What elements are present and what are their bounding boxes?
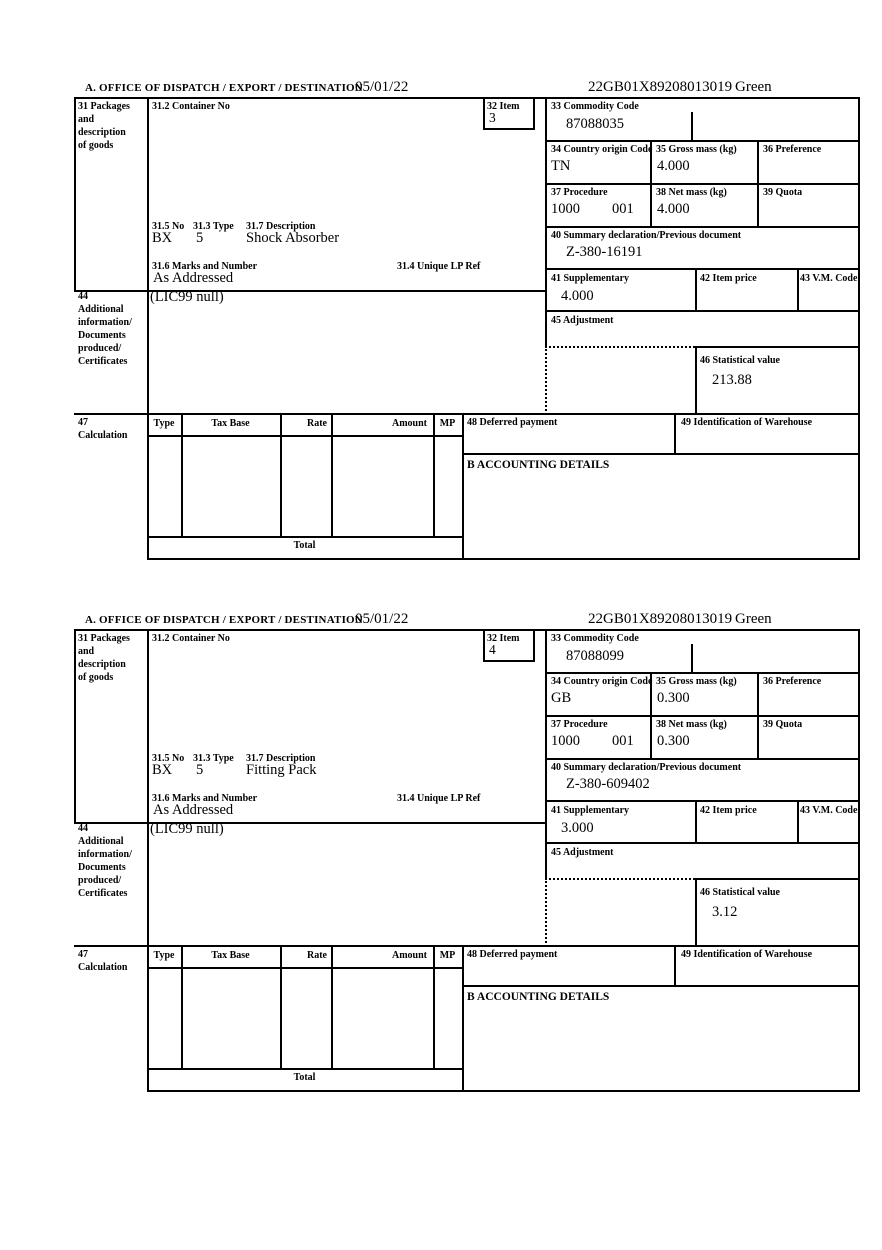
table-total-label: Total [293, 540, 316, 551]
box47-label: 47 [78, 417, 88, 428]
gross-mass-value: 0.300 [657, 690, 690, 706]
box47-label: Calculation [78, 962, 128, 973]
package-no-label: 31.5 No [152, 753, 185, 764]
divider-line [695, 800, 697, 844]
procedure-label: 37 Procedure [551, 187, 608, 198]
box47-label: 47 [78, 949, 88, 960]
procedure-value-2: 001 [612, 201, 634, 217]
divider-line [74, 97, 860, 99]
divider-line [545, 268, 860, 270]
box31-label: of goods [78, 140, 114, 151]
item-label: 32 Item [487, 101, 520, 112]
divider-line [147, 629, 149, 1092]
divider-line [545, 842, 860, 844]
divider-line [533, 97, 535, 130]
procedure-value-2: 001 [612, 733, 634, 749]
divider-line [757, 140, 759, 228]
divider-line [545, 715, 860, 717]
table-header-rate: Rate [307, 418, 327, 429]
gross-mass-label: 35 Gross mass (kg) [656, 676, 737, 687]
box31-label: 31 Packages [78, 101, 130, 112]
country-origin-value: GB [551, 690, 572, 706]
gross-mass-label: 35 Gross mass (kg) [656, 144, 737, 155]
divider-line [674, 413, 676, 455]
deferred-payment-label: 48 Deferred payment [467, 949, 558, 960]
box47-label: Calculation [78, 430, 128, 441]
divider-line [674, 945, 676, 987]
divider-line [695, 268, 697, 312]
divider-line [147, 97, 149, 560]
marks-number-value: As Addressed [153, 802, 234, 818]
additional-information-value: (LIC99 null) [150, 289, 224, 305]
supplementary-label: 41 Supplementary [551, 273, 630, 284]
dotted-divider-line [545, 878, 547, 947]
commodity-code-label: 33 Commodity Code [551, 633, 639, 644]
table-header-rate: Rate [307, 950, 327, 961]
divider-line [433, 945, 435, 1070]
divider-line [695, 878, 697, 947]
mrn-number: 22GB01X89208013019 [588, 79, 733, 95]
preference-label: 36 Preference [763, 144, 822, 155]
commodity-code-label: 33 Commodity Code [551, 101, 639, 112]
accounting-details-label: B ACCOUNTING DETAILS [467, 459, 610, 471]
statistical-value-label: 46 Statistical value [700, 887, 780, 898]
divider-line [147, 1090, 860, 1092]
unique-lp-ref-label: 31.4 Unique LP Ref [397, 261, 481, 272]
divider-line [433, 413, 435, 538]
divider-line [545, 800, 860, 802]
statistical-value-label: 46 Statistical value [700, 355, 780, 366]
declaration-item-section-1 [0, 78, 882, 560]
divider-line [74, 945, 860, 947]
box44-label: Documents [78, 862, 126, 873]
table-header-amount: Amount [391, 418, 427, 429]
vm-code-label: 43 V.M. Code [800, 273, 858, 284]
divider-line [147, 536, 464, 538]
divider-line [695, 346, 697, 415]
declaration-date: 05/01/22 [355, 611, 409, 627]
procedure-value-1: 1000 [551, 733, 580, 749]
summary-declaration-label: 40 Summary declaration/Previous document [551, 762, 742, 773]
country-origin-value: TN [551, 158, 571, 174]
package-type-label: 31.3 Type [193, 753, 234, 764]
divider-line [483, 629, 485, 662]
box44-label: Documents [78, 330, 126, 341]
divider-line [147, 435, 462, 437]
package-no-value: BX [152, 230, 173, 246]
divider-line [331, 945, 333, 1070]
box31-label: description [78, 127, 126, 138]
box44-label: Certificates [78, 356, 128, 367]
office-of-dispatch-label: A. OFFICE OF DISPATCH / EXPORT / DESTINATION [85, 614, 363, 626]
divider-line [74, 629, 860, 631]
divider-line [74, 822, 547, 824]
quota-label: 39 Quota [763, 187, 803, 198]
divider-line [280, 945, 282, 1070]
table-header-type: Type [153, 418, 175, 429]
table-total-label: Total [293, 1072, 316, 1083]
divider-line [483, 97, 485, 130]
divider-line [545, 226, 860, 228]
item-price-label: 42 Item price [700, 805, 757, 816]
table-header-tax-base: Tax Base [211, 950, 250, 961]
country-origin-label: 34 Country origin Code [551, 676, 653, 687]
warehouse-id-label: 49 Identification of Warehouse [681, 949, 813, 960]
box44-label: information/ [78, 317, 132, 328]
marks-number-label: 31.6 Marks and Number [152, 261, 258, 272]
box44-label: Additional [78, 304, 124, 315]
deferred-payment-label: 48 Deferred payment [467, 417, 558, 428]
procedure-value-1: 1000 [551, 201, 580, 217]
divider-line [533, 629, 535, 662]
net-mass-label: 38 Net mass (kg) [656, 187, 727, 198]
divider-line [797, 800, 799, 844]
package-type-label: 31.3 Type [193, 221, 234, 232]
divider-line [74, 629, 76, 824]
box44-label: Certificates [78, 888, 128, 899]
supplementary-value: 4.000 [561, 288, 594, 304]
box31-label: and [78, 114, 95, 125]
dotted-divider-line [545, 878, 695, 880]
adjustment-label: 45 Adjustment [551, 847, 614, 858]
divider-line [545, 310, 860, 312]
item-number-value: 4 [489, 642, 496, 657]
commodity-code-value: 87088099 [566, 648, 624, 664]
summary-declaration-label: 40 Summary declaration/Previous document [551, 230, 742, 241]
divider-line [462, 985, 860, 987]
divider-line [181, 945, 183, 1070]
declaration-item-section-2 [0, 610, 882, 1092]
divider-line [858, 629, 860, 1092]
gross-mass-value: 4.000 [657, 158, 690, 174]
divider-line [858, 97, 860, 560]
table-header-amount: Amount [391, 950, 427, 961]
unique-lp-ref-label: 31.4 Unique LP Ref [397, 793, 481, 804]
accounting-details-label: B ACCOUNTING DETAILS [467, 991, 610, 1003]
box44-label: produced/ [78, 343, 122, 354]
supplementary-value: 3.000 [561, 820, 594, 836]
box31-label: of goods [78, 672, 114, 683]
box44-label: produced/ [78, 875, 122, 886]
summary-declaration-value: Z-380-609402 [566, 776, 650, 792]
divider-line [545, 183, 860, 185]
box44-label: 44 [78, 291, 88, 302]
divider-line [691, 112, 693, 142]
divider-line [462, 453, 860, 455]
box31-label: 31 Packages [78, 633, 130, 644]
goods-description-value: Shock Absorber [246, 230, 340, 246]
package-no-value: BX [152, 762, 173, 778]
item-number-value: 3 [489, 110, 496, 125]
summary-declaration-value: Z-380-16191 [566, 244, 643, 260]
goods-description-value: Fitting Pack [246, 762, 317, 778]
adjustment-label: 45 Adjustment [551, 315, 614, 326]
divider-line [545, 140, 860, 142]
divider-line [695, 346, 860, 348]
mrn-number: 22GB01X89208013019 [588, 611, 733, 627]
divider-line [695, 878, 860, 880]
additional-information-value: (LIC99 null) [150, 821, 224, 837]
container-no-label: 31.2 Container No [152, 101, 230, 112]
preference-label: 36 Preference [763, 676, 822, 687]
box44-label: information/ [78, 849, 132, 860]
table-header-tax-base: Tax Base [211, 418, 250, 429]
divider-line [483, 660, 535, 662]
divider-line [74, 290, 547, 292]
office-of-dispatch-label: A. OFFICE OF DISPATCH / EXPORT / DESTINATION [85, 82, 363, 94]
vm-code-label: 43 V.M. Code [800, 805, 858, 816]
box44-label: Additional [78, 836, 124, 847]
item-label: 32 Item [487, 633, 520, 644]
divider-line [147, 1068, 464, 1070]
box31-label: and [78, 646, 95, 657]
route-indicator: Green [735, 79, 772, 95]
package-type-value: 5 [196, 762, 204, 778]
statistical-value: 213.88 [712, 372, 752, 388]
divider-line [545, 758, 860, 760]
box44-label: 44 [78, 823, 88, 834]
divider-line [147, 558, 860, 560]
procedure-label: 37 Procedure [551, 719, 608, 730]
marks-number-value: As Addressed [153, 270, 234, 286]
commodity-code-value: 87088035 [566, 116, 624, 132]
divider-line [181, 413, 183, 538]
package-no-label: 31.5 No [152, 221, 185, 232]
declaration-date: 05/01/22 [355, 79, 409, 95]
divider-line [757, 672, 759, 760]
country-origin-label: 34 Country origin Code [551, 144, 653, 155]
divider-line [483, 128, 535, 130]
route-indicator: Green [735, 611, 772, 627]
box31-label: description [78, 659, 126, 670]
divider-line [331, 413, 333, 538]
divider-line [797, 268, 799, 312]
dotted-divider-line [545, 346, 695, 348]
table-header-mp: MP [439, 950, 456, 961]
net-mass-label: 38 Net mass (kg) [656, 719, 727, 730]
description-label: 31.7 Description [246, 753, 316, 764]
divider-line [545, 672, 860, 674]
supplementary-label: 41 Supplementary [551, 805, 630, 816]
divider-line [280, 413, 282, 538]
package-type-value: 5 [196, 230, 204, 246]
container-no-label: 31.2 Container No [152, 633, 230, 644]
divider-line [74, 413, 860, 415]
statistical-value: 3.12 [712, 904, 738, 920]
table-header-type: Type [153, 950, 175, 961]
warehouse-id-label: 49 Identification of Warehouse [681, 417, 813, 428]
item-price-label: 42 Item price [700, 273, 757, 284]
quota-label: 39 Quota [763, 719, 803, 730]
net-mass-value: 4.000 [657, 201, 690, 217]
description-label: 31.7 Description [246, 221, 316, 232]
marks-number-label: 31.6 Marks and Number [152, 793, 258, 804]
net-mass-value: 0.300 [657, 733, 690, 749]
divider-line [691, 644, 693, 674]
divider-line [74, 97, 76, 292]
divider-line [147, 967, 462, 969]
dotted-divider-line [545, 346, 547, 415]
table-header-mp: MP [439, 418, 456, 429]
